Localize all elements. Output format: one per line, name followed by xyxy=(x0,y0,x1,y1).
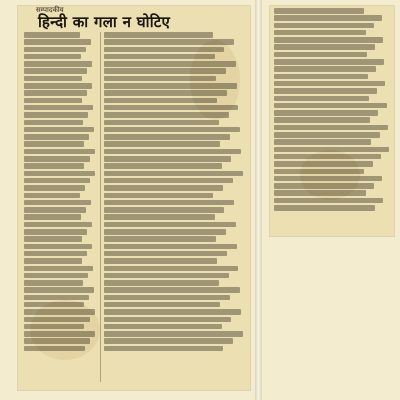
text-line xyxy=(104,68,226,74)
section-label: सम्पादकीय xyxy=(36,6,64,14)
article-column-left xyxy=(24,32,96,388)
text-line xyxy=(24,229,87,235)
text-line xyxy=(104,61,236,67)
text-line xyxy=(24,171,95,177)
text-line xyxy=(104,90,227,96)
text-line xyxy=(274,125,388,131)
text-line xyxy=(24,280,83,286)
text-line xyxy=(104,280,219,286)
text-line xyxy=(24,236,82,242)
text-line xyxy=(104,149,241,155)
text-line xyxy=(274,103,387,109)
text-line xyxy=(104,266,238,272)
text-line xyxy=(104,273,229,279)
text-line xyxy=(274,74,368,80)
text-line xyxy=(24,149,95,155)
text-line xyxy=(104,76,216,82)
text-line xyxy=(104,229,226,235)
text-line xyxy=(24,112,88,118)
text-line xyxy=(24,185,85,191)
text-line xyxy=(104,171,243,177)
text-line xyxy=(104,324,222,330)
text-line xyxy=(274,139,371,145)
text-line xyxy=(24,127,94,133)
text-line xyxy=(104,39,234,45)
text-line xyxy=(24,178,90,184)
text-line xyxy=(274,147,389,153)
text-line xyxy=(24,251,87,257)
text-line xyxy=(274,88,377,94)
text-line xyxy=(104,287,240,293)
text-line xyxy=(274,96,369,102)
text-line xyxy=(24,90,87,96)
article-headline: हिन्दी का गला न घोटिए xyxy=(38,13,171,31)
text-line xyxy=(274,176,382,182)
page-fold xyxy=(255,0,262,400)
text-line xyxy=(274,30,366,36)
text-line xyxy=(24,287,94,293)
text-line xyxy=(104,112,229,118)
text-line xyxy=(24,207,86,213)
text-line xyxy=(274,161,373,167)
text-line xyxy=(24,244,92,250)
text-line xyxy=(104,309,241,315)
text-line xyxy=(104,251,227,257)
text-line xyxy=(104,258,217,264)
text-line xyxy=(274,154,381,160)
text-line xyxy=(24,214,81,220)
text-line xyxy=(104,331,243,337)
text-line xyxy=(274,117,370,123)
text-line xyxy=(24,338,90,344)
text-line xyxy=(274,190,366,196)
text-line xyxy=(104,207,224,213)
text-line xyxy=(104,338,233,344)
text-line xyxy=(274,198,383,204)
text-line xyxy=(104,193,213,199)
text-line xyxy=(24,222,92,228)
text-line xyxy=(104,302,220,308)
text-line xyxy=(24,134,89,140)
text-line xyxy=(24,317,90,323)
text-line xyxy=(104,178,233,184)
text-line xyxy=(24,156,90,162)
text-line xyxy=(274,37,383,43)
text-line xyxy=(104,32,213,38)
text-line xyxy=(104,236,216,242)
text-line xyxy=(24,98,82,104)
text-line xyxy=(104,127,240,133)
text-line xyxy=(104,98,217,104)
column-rule xyxy=(100,32,101,382)
text-line xyxy=(24,331,95,337)
text-line xyxy=(24,295,89,301)
text-line xyxy=(24,324,84,330)
text-line xyxy=(274,132,380,138)
text-line xyxy=(24,120,83,126)
text-line xyxy=(274,15,382,21)
text-line xyxy=(104,200,234,206)
text-line xyxy=(104,214,215,220)
text-line xyxy=(104,54,215,60)
text-line xyxy=(274,8,364,14)
text-line xyxy=(24,83,92,89)
article-column-right xyxy=(274,8,390,234)
text-line xyxy=(274,52,367,58)
text-line xyxy=(104,134,230,140)
article-column-middle xyxy=(104,32,244,388)
text-line xyxy=(104,120,219,126)
text-line xyxy=(24,200,91,206)
text-line xyxy=(104,244,237,250)
text-line xyxy=(104,105,238,111)
text-line xyxy=(24,61,92,67)
text-line xyxy=(104,163,222,169)
text-line xyxy=(24,68,87,74)
text-line xyxy=(24,309,95,315)
text-line xyxy=(104,83,237,89)
text-line xyxy=(104,141,220,147)
text-line xyxy=(24,258,82,264)
text-line xyxy=(24,193,80,199)
text-line xyxy=(24,47,86,53)
text-line xyxy=(24,76,82,82)
text-line xyxy=(104,185,223,191)
text-line xyxy=(274,81,385,87)
text-line xyxy=(104,47,224,53)
text-line xyxy=(24,273,88,279)
text-line xyxy=(24,105,93,111)
text-line xyxy=(24,141,84,147)
text-line xyxy=(24,54,81,60)
text-line xyxy=(274,169,364,175)
text-line xyxy=(274,59,384,65)
text-line xyxy=(24,346,85,352)
text-line xyxy=(274,23,374,29)
text-line xyxy=(104,295,230,301)
text-line xyxy=(274,44,375,50)
text-line xyxy=(24,32,80,38)
text-line xyxy=(104,222,236,228)
text-line xyxy=(24,302,84,308)
text-line xyxy=(24,39,91,45)
text-line xyxy=(274,205,375,211)
text-line xyxy=(274,66,376,72)
text-line xyxy=(104,156,231,162)
text-line xyxy=(24,266,93,272)
text-line xyxy=(24,163,84,169)
text-line xyxy=(104,346,223,352)
text-line xyxy=(274,110,378,116)
text-line xyxy=(274,183,374,189)
text-line xyxy=(104,317,231,323)
